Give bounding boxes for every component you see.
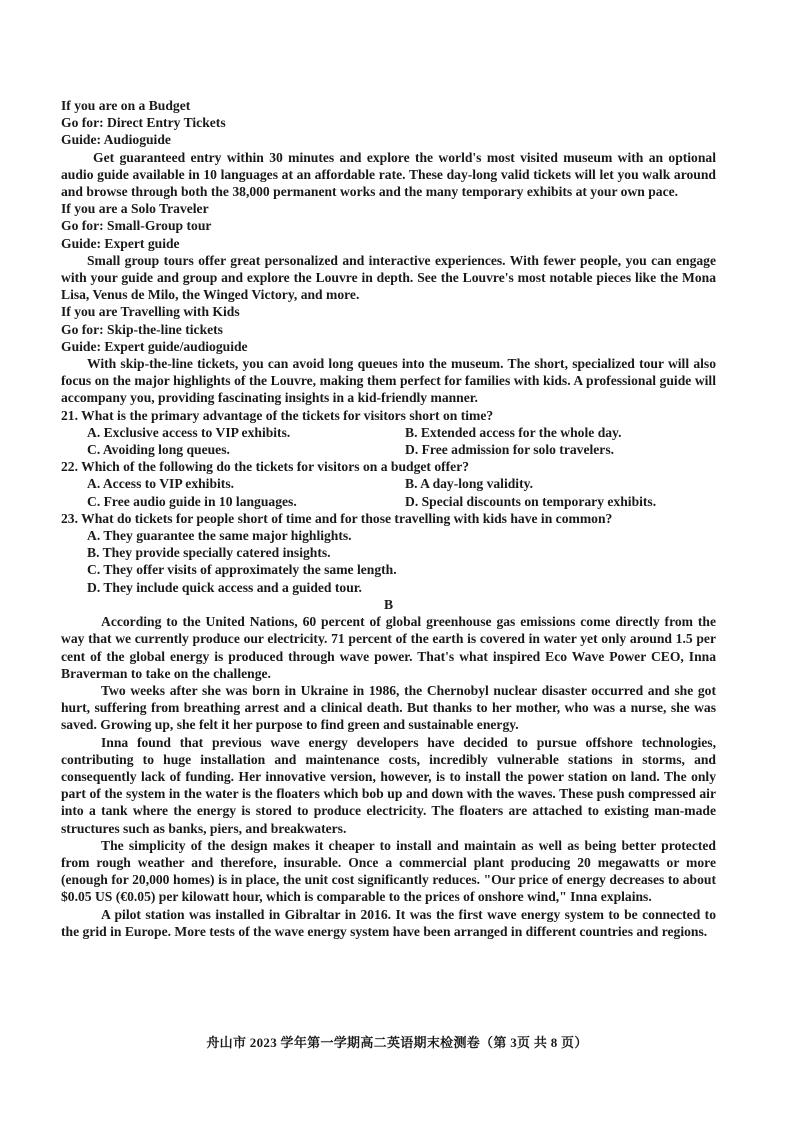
section-b-paragraph-5: A pilot station was installed in Gibraltar in 2016. It was the first wave energy system to be connected to the grid in Europe. More tests of the wave energy system have been arranged in different countries and regions. (61, 906, 716, 939)
section-b-paragraph-2: Two weeks after she was born in Ukraine in 1986, the Chernobyl nuclear disaster occurred and she got hurt, suffering from breathing arrest and a clinical death. But thanks to her mother, who was a nurse, she was saved. Growing up, she felt it her purpose to find green and sustainable energy. (61, 682, 716, 733)
exam-page (61, 97, 716, 940)
solo-guide: Guide: Expert guide (61, 235, 180, 251)
question-21-stem: 21. What is the primary advantage of the tickets for visitors short on time? (61, 407, 494, 423)
question-21-option-a: A. Exclusive access to VIP exhibits. (87, 424, 291, 440)
solo-heading: If you are a Solo Traveler (61, 201, 209, 217)
kids-go-for: Go for: Skip-the-line tickets (61, 321, 223, 337)
section-b-paragraph-3: Inna found that previous wave energy developers have decided to pursue offshore technologies, contributing to huge installation and maintenance costs, incredibly vulnerable stations in storms, and consequently lack of funding. Her innovative version, however, is to install the power station on land. The only part of the system in the water is the floaters which bob up and down with the waves. These push compressed air into a tank where the energy is stored to produce electricity. The floaters are attached to existing man-made structures such as banks, piers, and breakwaters. (61, 734, 716, 836)
kids-guide: Guide: Expert guide/audioguide (61, 338, 248, 354)
section-b-paragraph-4: The simplicity of the design makes it cheaper to install and maintain as well as being better protected from rough weather and therefore, insurable. Once a commercial plant producing 20 megawatts or more (enough for 20,000 homes) is in place, the unit cost significantly reduces. "Our price of energy decreases to about $0.05 US (€0.05) per kilowatt hour, which is comparable to the prices of onshore wind," Inna explains. (61, 837, 716, 905)
question-23-option-b: B. They provide specially catered insights. (87, 545, 331, 561)
section-b-label: B (383, 596, 394, 612)
question-22-option-d: D. Special discounts on temporary exhibits. (405, 493, 657, 509)
question-22-option-a: A. Access to VIP exhibits. (87, 476, 235, 492)
question-22-option-c: C. Free audio guide in 10 languages. (87, 493, 297, 509)
question-22-stem: 22. Which of the following do the tickets for visitors on a budget offer? (61, 459, 470, 475)
kids-heading: If you are Travelling with Kids (61, 304, 240, 320)
question-23-option-d: D. They include quick access and a guided tour. (87, 579, 362, 595)
budget-guide: Guide: Audioguide (61, 132, 171, 148)
question-21-options (61, 424, 716, 458)
budget-text: Get guaranteed entry within 30 minutes and explore the world's most visited museum with an optional audio guide available in 10 languages at an affordable rate. These day-long valid tickets will let you walk around and browse through both the 38,000 permanent works and the many temporary exhibits at your own pace. (61, 149, 716, 200)
budget-heading: If you are on a Budget (61, 98, 191, 113)
question-21-option-b: B. Extended access for the whole day. (405, 424, 622, 440)
question-22-option-b: B. A day-long validity. (405, 476, 534, 492)
question-21-option-c: C. Avoiding long queues. (87, 442, 230, 458)
question-21-option-d: D. Free admission for solo travelers. (405, 442, 615, 458)
page-footer: 舟山市 2023 学年第一学期高二英语期末检测卷（第 3页 共 8 页） (206, 1035, 588, 1050)
budget-go-for: Go for: Direct Entry Tickets (61, 115, 226, 131)
solo-go-for: Go for: Small-Group tour (61, 218, 212, 234)
question-22-options (61, 475, 716, 509)
kids-text: With skip-the-line tickets, you can avoid long queues into the museum. The short, specialized tour will also focus on the major highlights of the Louvre, making them perfect for families with kids. A professional guide will accompany you, providing fascinating insights in a kid-friendly manner. (61, 356, 716, 406)
section-b-paragraph-1: According to the United Nations, 60 percent of global greenhouse gas emissions come directly from the way that we currently produce our electricity. 71 percent of the earth is covered in water yet only around 1.5 per cent of the global energy is produced through wave power. That's what inspired Eco Wave Power CEO, Inna Braverman to take on the challenge. (61, 614, 716, 681)
solo-text: Small group tours offer great personalized and interactive experiences. With fewer people, you can engage with your guide and group and explore the Louvre in depth. See the Louvre's most notable pieces like the Mona Lisa, Venus de Milo, the Winged Victory, and more. (61, 252, 716, 303)
question-23-option-c: C. They offer visits of approximately the same length. (87, 562, 397, 578)
question-23-option-a: A. They guarantee the same major highlights. (87, 528, 352, 544)
question-23-stem: 23. What do tickets for people short of time and for those travelling with kids have in common? (61, 510, 613, 526)
